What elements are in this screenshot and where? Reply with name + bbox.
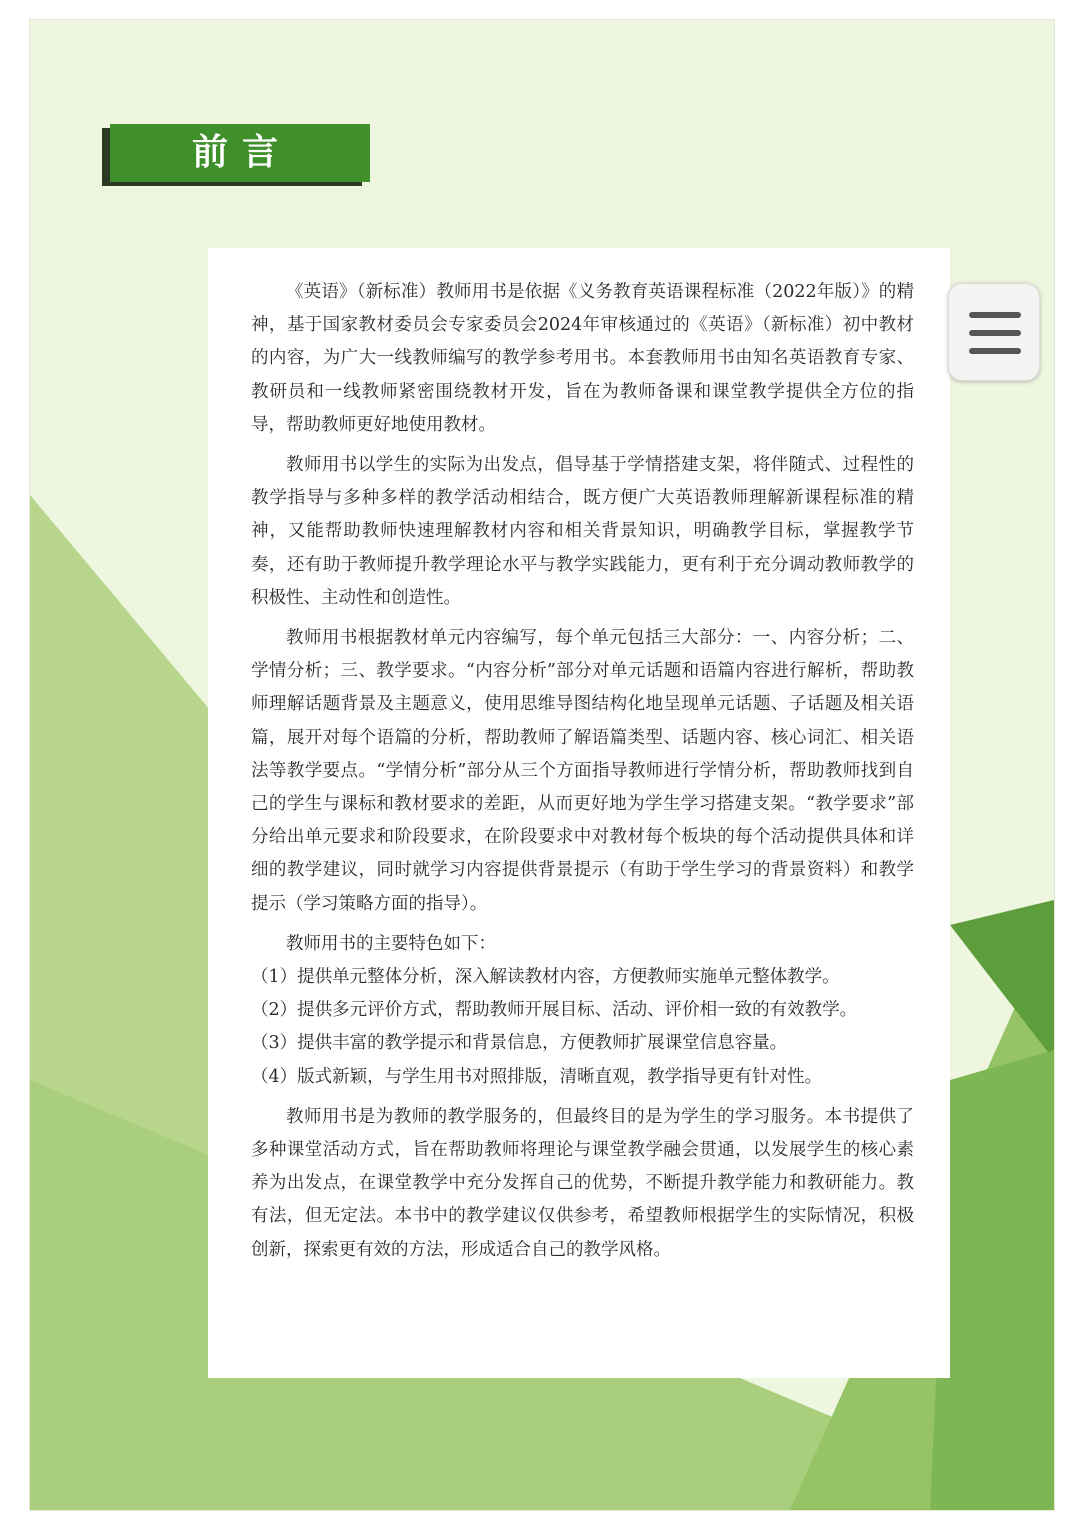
menu-bar-middle xyxy=(969,330,1021,336)
closing-paragraph: 教师用书是为教师的教学服务的，但最终目的是为学生的学习服务。本书提供了多种课堂活动方式，旨在帮助教师将理论与课堂教学融会贯通，以发展学生的核心素养为出发点，在课堂教学中充分发挥自己的优势，不断提升教学能力和教研能力。教有法，但无定法。本书中的教学建议仅供参考，希望教师根据学生的实际情况，积极创新，探索更有效的方法，形成适合自己的教学风格。 xyxy=(251,1106,914,1260)
feature-item-3: （3）提供丰富的教学提示和背景信息，方便教师扩展课堂信息容量。 xyxy=(251,1033,788,1054)
menu-bar-bottom xyxy=(969,348,1021,354)
paragraph-1: 《英语》（新标准）教师用书是依据《义务教育英语课程标准（2022年版）》的精神，基于国家教材委员会专家委员会2024年审核通过的《英语》（新标准）初中教材的内容，为广大一线教师编写的教学参考用书。本套教师用书由知名英语教育专家、教研员和一线教师紧密围绕教材开发，旨在为教师备课和课堂教学提供全方位的指导，帮助教师更好地使用教材。 xyxy=(251,282,914,435)
right-dark-triangle xyxy=(950,900,1054,1060)
feature-item-4: （4）版式新颖，与学生用书对照排版，清晰直观，教学指导更有针对性。 xyxy=(251,1066,823,1087)
page-title: 前言 xyxy=(192,132,293,173)
title-banner xyxy=(102,124,370,186)
feature-item-1: （1）提供单元整体分析，深入解读教材内容，方便教师实施单元整体教学。 xyxy=(251,967,840,988)
paragraph-2: 教师用书以学生的实际为出发点，倡导基于学情搭建支架，将伴随式、过程性的教学指导与多种多样的教学活动相结合，既方便广大英语教师理解新课程标准的精神，又能帮助教师快速理解教材内容和相关背景知识，明确教学目标，掌握教学节奏，还有助于教师提升教学理论水平与教学实践能力，更有利于充分调动教师教学的积极性、主动性和创造性。 xyxy=(251,455,914,608)
menu-button[interactable] xyxy=(948,283,1040,381)
menu-bar-top xyxy=(969,312,1021,318)
document-page xyxy=(30,20,1054,1510)
feature-item-2: （2）提供多元评价方式，帮助教师开展目标、活动、评价相一致的有效教学。 xyxy=(251,1000,858,1021)
features-intro: 教师用书的主要特色如下： xyxy=(286,933,496,954)
content-panel xyxy=(208,248,950,1378)
paragraph-3: 教师用书根据教材单元内容编写，每个单元包括三大部分：一、内容分析；二、学情分析；三、教学要求。“内容分析”部分对单元话题和语篇内容进行解析，帮助教师理解话题背景及主题意义，使用思维导图结构化地呈现单元话题、子话题及相关语篇，展开对每个语篇的分析，帮助教师了解语篇类型、话题内容、核心词汇、相关语法等教学要点。“学情分析”部分从三个方面指导教师进行学情分析，帮助教师找到自己的学生与课标和教材要求的差距，从而更好地为学生学习搭建支架。“教学要求”部分给出单元要求和阶段要求，在阶段要求中对教材每个板块的每个活动提供具体和详细的教学建议，同时就学习内容提供背景提示（有助于学生学习的背景资料）和教学提示（学习策略方面的指导）。 xyxy=(251,628,914,914)
